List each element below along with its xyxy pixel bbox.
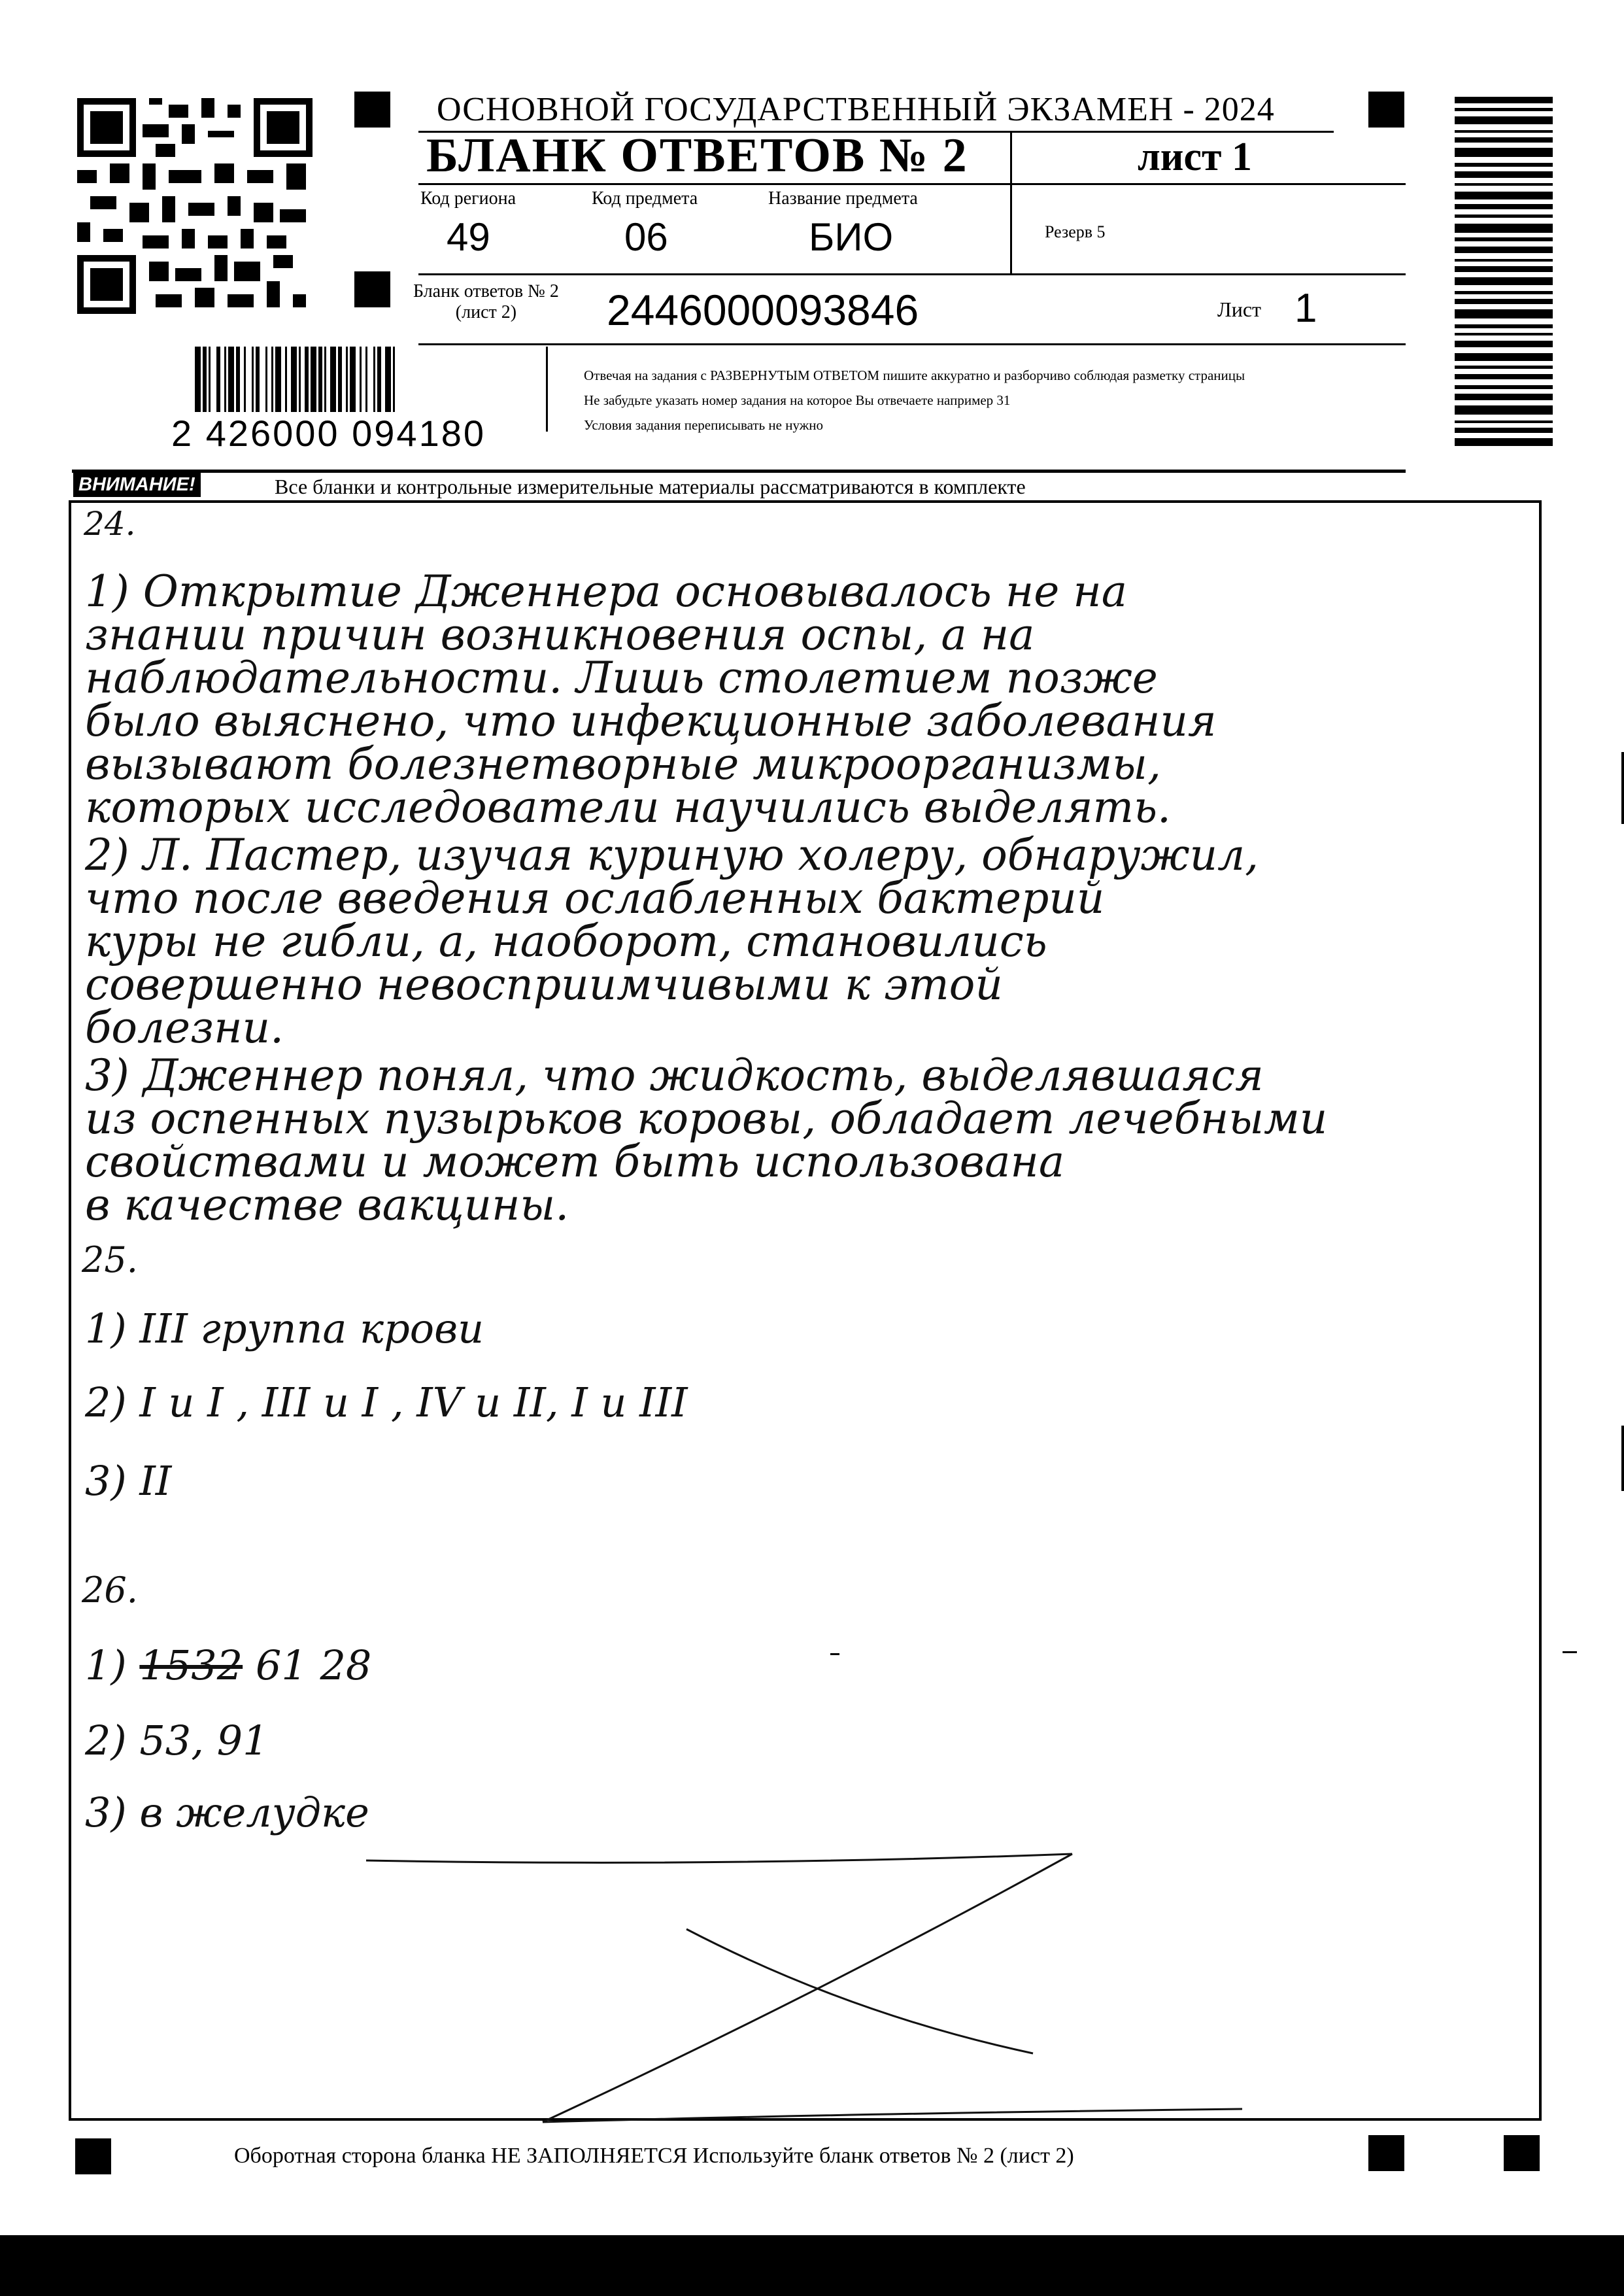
subject-name-label: Название предмета (768, 188, 918, 209)
sheet-num-label: Лист (1217, 298, 1262, 321)
q26-answer-1: 1) 1532 61 28 (85, 1641, 372, 1689)
q26-number: 26. (82, 1569, 138, 1611)
q24-number: 24. (84, 505, 136, 543)
q26-answer-3: 3) в желудке (85, 1789, 369, 1836)
scan-border (0, 2235, 1624, 2296)
region-value: 49 (447, 215, 490, 259)
subject-name-value: БИО (809, 215, 894, 259)
attention-text: Все бланки и контрольные измерительные материалы рассматриваются в комплекте (275, 475, 1026, 498)
sheet-num-value: 1 (1294, 286, 1317, 331)
subject-code-value: 06 (624, 215, 668, 259)
struck-value: 1532 (139, 1641, 243, 1689)
form-ref-label: Бланк ответов № 2 (лист 2) (413, 281, 559, 322)
sheet-label: лист 1 (1138, 135, 1252, 179)
form-number: 2446000093846 (607, 286, 919, 334)
subject-code-label: Код предмета (592, 188, 698, 209)
q25-answer-2: 2) I и I , III и I , IV и II, I и III (85, 1379, 688, 1426)
exam-title: ОСНОВНОЙ ГОСУДАРСТВЕННЫЙ ЭКЗАМЕН - 2024 (437, 91, 1275, 128)
footer-note: Оборотная сторона бланка НЕ ЗАПОЛНЯЕТСЯ Используйте бланк ответов № 2 (лист 2) (234, 2144, 1074, 2168)
q26-answer-2: 2) 53, 91 (85, 1717, 269, 1764)
region-label: Код региона (420, 188, 516, 209)
q24-answer-1: 1) Открытие Дженнера основывалось не на знании причин возникновения оспы, а на наблюдательности. Лишь столетием позже было выяснено, что инфекционные заболевания вызывают болезнетворные микроорганизмы, которых исследователи научились выделять. (85, 566, 1217, 832)
q25-answer-3: 3) II (85, 1457, 172, 1505)
q25-number: 25. (82, 1239, 138, 1280)
form-title: БЛАНК ОТВЕТОВ № 2 (426, 129, 968, 182)
q25-answer-1: 1) III группа крови (85, 1305, 484, 1352)
q24-answer-3: 3) Дженнер понял, что жидкость, выделявшаяся из оспенных пузырьков коровы, обладает лечебными свойствами и может быть использована в качестве вакцины. (85, 1050, 1328, 1230)
instructions: Отвечая на задания с РАЗВЕРНУТЫМ ОТВЕТОМ пишите аккуратно и разборчиво соблюдая разметку страницы Не забудьте указать номер задания на которое Вы отвечаете например 31 Условия задания переписывать не нужно (584, 368, 1245, 433)
q24-answer-2: 2) Л. Пастер, изучая куриную холеру, обнаружил, что после введения ослабленных бактерий куры не гибли, а, наоборот, становились совершенно невосприимчивыми к этой болезни. (85, 830, 1259, 1053)
barcode-digits: 2 426000 094180 (171, 413, 486, 454)
reserve-label: Резерв 5 (1045, 222, 1106, 241)
attention-badge: ВНИМАНИЕ! (73, 473, 201, 497)
